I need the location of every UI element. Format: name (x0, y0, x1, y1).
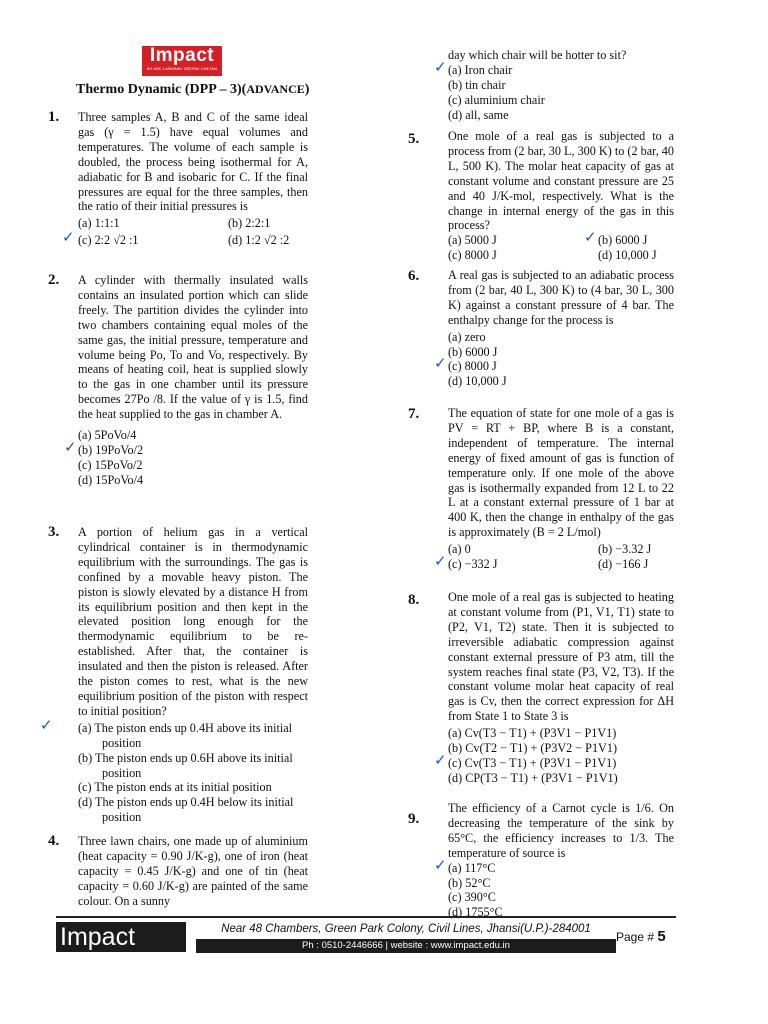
option[interactable]: (c) 15PoVo/2 (78, 457, 143, 472)
title-advance: ADVANCE (246, 82, 305, 96)
option[interactable]: (c) 2:2 √2 :1 (78, 233, 139, 248)
question-text: One mole of a real gas is subjected to a process from (2 bar, 30 L, 300 K) to (2 bar, 40 L, 500 K). The molar heat capacity of gas at constant volume and constant pressure are 25 and 40 J/K-mol, respectively. What is the change in internal energy of the gas in this process? (448, 129, 674, 233)
option[interactable]: (a) 5000 J (448, 233, 497, 248)
question-4 (78, 834, 308, 910)
page-number (616, 922, 676, 952)
question-text: One mole of a real gas is subjected to heating at constant volume from (P1, V1, T1) state to (P2, V1, T2) state. Then it is subjected to irreversible adiabatic compression against constant external pressure of P3 atm, till the system reaches final state (P3, V2, T3). If the constant volume molar heat capacity of real gas is Cv, then the correct expression for ΔH from State 1 to State 3 is (448, 590, 674, 724)
impact-logo (142, 46, 222, 76)
question-text: A cylinder with thermally insulated walls contains an insulated portion which can slide freely. The partition divides the cylinder into two chambers containing equal moles of the same gas, the initial pressure, temperature and volume being Po, To and Vo, respectively. By means of heating coil, heat is supplied slowly to the gas in one chamber until its pressure becomes 27Po /8. If the value of γ is 1.5, find the heat supplied to the gas in chamber A. (78, 273, 308, 422)
option[interactable]: (d) all, same (448, 107, 509, 122)
question-6 (434, 268, 674, 389)
option[interactable]: (b) 52°C (448, 875, 491, 890)
option[interactable]: (a) 0 (448, 542, 471, 557)
question-text-continued: day which chair will be hotter to sit? (448, 48, 627, 62)
footer-contact: Ph : 0510-2446666 | website : www.impact.edu.in (196, 939, 616, 953)
tick-mark-icon: ✓ (434, 57, 447, 76)
question-text: Three samples A, B and C of the same ideal gas (γ = 1.5) have equal volumes and temperatures. The volume of each sample is doubled, the process being isothermal for A, adiabatic for B and isobaric for C. If the final pressures are equal for the three samples, then the ratio of their initial pressures is (78, 110, 308, 214)
logo-tagline: BY ASK 2 ABHINAY DEEPAK CHETAN (147, 66, 217, 71)
question-text: A real gas is subjected to an adiabatic process from (2 bar, 40 L, 300 K) to (4 bar, 30 L, 300 K) against a constant pressure of 4 bar. The enthalpy change for the process is (448, 268, 674, 327)
option-label: (a) Iron chair (448, 62, 513, 77)
option-label: (b) 19PoVo/2 (78, 442, 144, 457)
question-5 (448, 129, 674, 263)
question-number: 5. (408, 131, 420, 147)
option[interactable]: (c) 8000 J (448, 248, 497, 263)
option-wrap[interactable] (584, 228, 648, 248)
question-4-continued (434, 48, 674, 123)
option[interactable]: (a) 1:1:1 (78, 216, 120, 231)
question-2 (64, 273, 308, 488)
question-number: 4. (48, 833, 60, 849)
logo-text: Impact (149, 45, 215, 66)
option[interactable]: (b) 6000 J (448, 344, 498, 359)
option[interactable]: (c) The piston ends at its initial position (78, 780, 272, 795)
option-label: (a) The piston ends up 0.4H above its initial position (78, 720, 293, 750)
tick-mark-icon: ✓ (584, 228, 597, 247)
question-number: 2. (48, 272, 60, 288)
option[interactable]: (d) 1755°C (448, 905, 503, 920)
option[interactable]: (b) The piston ends up 0.6H above its initial position (78, 750, 293, 780)
question-text: A portion of helium gas in a vertical cylindrical container is in thermodynamic equilibrium with the surroundings. The gas is confined by a movable heavy piston. The piston is slowly elevated by a distance H from its equilibrium position and then kept in the elevated position long enough for the thermodynamic equilibrium to be re-established. After that, the container is insulated and then the piston is released. After the piston comes to rest, what is the new equilibrium position of the piston with respect to initial position? (78, 525, 308, 718)
option[interactable]: (a) 5PoVo/4 (78, 428, 137, 443)
option[interactable]: (d) 1:2 √2 :2 (228, 233, 290, 248)
title-close: ) (304, 82, 310, 97)
option[interactable]: (b) tin chair (448, 77, 506, 92)
question-number: 6. (408, 268, 420, 284)
question-number: 1. (48, 109, 60, 125)
option-wrap[interactable] (64, 437, 308, 458)
page-num: 5 (657, 928, 666, 945)
question-text: The equation of state for one mole of a gas is PV = RT + BP, where B is a constant, independent of temperature. The internal energy of fixed amount of gas is function of temperature only. If one mole of the above gas is isothermally expanded from 12 L to 22 L at a constant external pressure of 1 bar at 400 K, then the change in enthalpy of the gas is approximately (B = 2 L/mol) (448, 406, 674, 540)
option[interactable]: (d) 10,000 J (598, 248, 657, 263)
option-wrap[interactable] (434, 354, 674, 374)
option-label: (b) 6000 J (598, 233, 648, 248)
question-7 (434, 406, 674, 572)
question-number: 8. (408, 592, 420, 608)
option[interactable]: (b) Cv(T2 − T1) + (P3V2 − P1V1) (448, 741, 618, 756)
option-wrap[interactable] (434, 552, 598, 572)
question-number: 3. (48, 524, 60, 540)
title-main: Thermo Dynamic (DPP – 3)( (76, 82, 247, 97)
option-wrap[interactable] (434, 57, 674, 78)
option-wrap[interactable] (434, 750, 674, 771)
footer-address: Near 48 Chambers, Green Park Colony, Civil Lines, Jhansi(U.P.)-284001 (221, 923, 591, 935)
page-title (76, 82, 309, 98)
option-label: (c) 8000 J (448, 359, 497, 374)
footer-logo: Impact (56, 922, 186, 952)
option[interactable]: (d) 10,000 J (448, 374, 507, 389)
option[interactable]: (d) The piston ends up 0.4H below its initial position (78, 795, 294, 825)
tick-mark-icon: ✓ (64, 437, 77, 456)
page-footer (56, 916, 676, 958)
option[interactable]: (a) Cv(T3 − T1) + (P3V1 − P1V1) (448, 726, 617, 741)
option[interactable]: (c) aluminium chair (448, 92, 545, 107)
question-9 (434, 801, 674, 920)
question-number: 7. (408, 406, 420, 422)
page-label: Page # (616, 930, 655, 944)
question-text-part: Three lawn chairs, one made up of aluminium (heat capacity = 0.90 J/K-g), one of iron (heat capacity = 0.45 J/K-g) and one of tin (heat capacity = 0.60 J/K-g) are painted of the same colour. On a sunny (78, 834, 308, 908)
option-label: (a) 117°C (448, 860, 496, 875)
question-1 (62, 110, 308, 248)
option[interactable]: (b) −3.32 J (598, 542, 652, 557)
question-3 (40, 525, 308, 825)
option-label: (c) Cv(T3 − T1) + (P3V1 − P1V1) (448, 755, 617, 770)
option-label: (c) −332 J (448, 557, 498, 572)
option[interactable]: (d) CP(T3 − T1) + (P3V1 − P1V1) (448, 770, 618, 785)
option-wrap[interactable] (434, 855, 674, 876)
question-number: 9. (408, 811, 420, 827)
tick-mark-icon: ✓ (434, 354, 447, 373)
option[interactable]: (a) zero (448, 329, 486, 344)
option[interactable]: (b) 2:2:1 (228, 216, 271, 231)
option[interactable]: (d) −166 J (598, 557, 649, 572)
question-8 (434, 590, 674, 786)
option-wrap[interactable]: ✓ (a) The piston ends up 0.4H above its initial position (40, 715, 293, 750)
tick-mark-icon: ✓ (434, 552, 447, 571)
tick-mark-icon: ✓ (434, 855, 447, 874)
tick-mark-icon: ✓ (434, 750, 447, 769)
option[interactable]: (d) 15PoVo/4 (78, 472, 144, 487)
option[interactable]: (c) 390°C (448, 890, 496, 905)
question-text: The efficiency of a Carnot cycle is 1/6. On decreasing the temperature of the sink by 65°C, the efficiency increases to 1/3. The temperature of source is (448, 801, 674, 860)
tick-mark-icon: ✓ (62, 228, 75, 247)
